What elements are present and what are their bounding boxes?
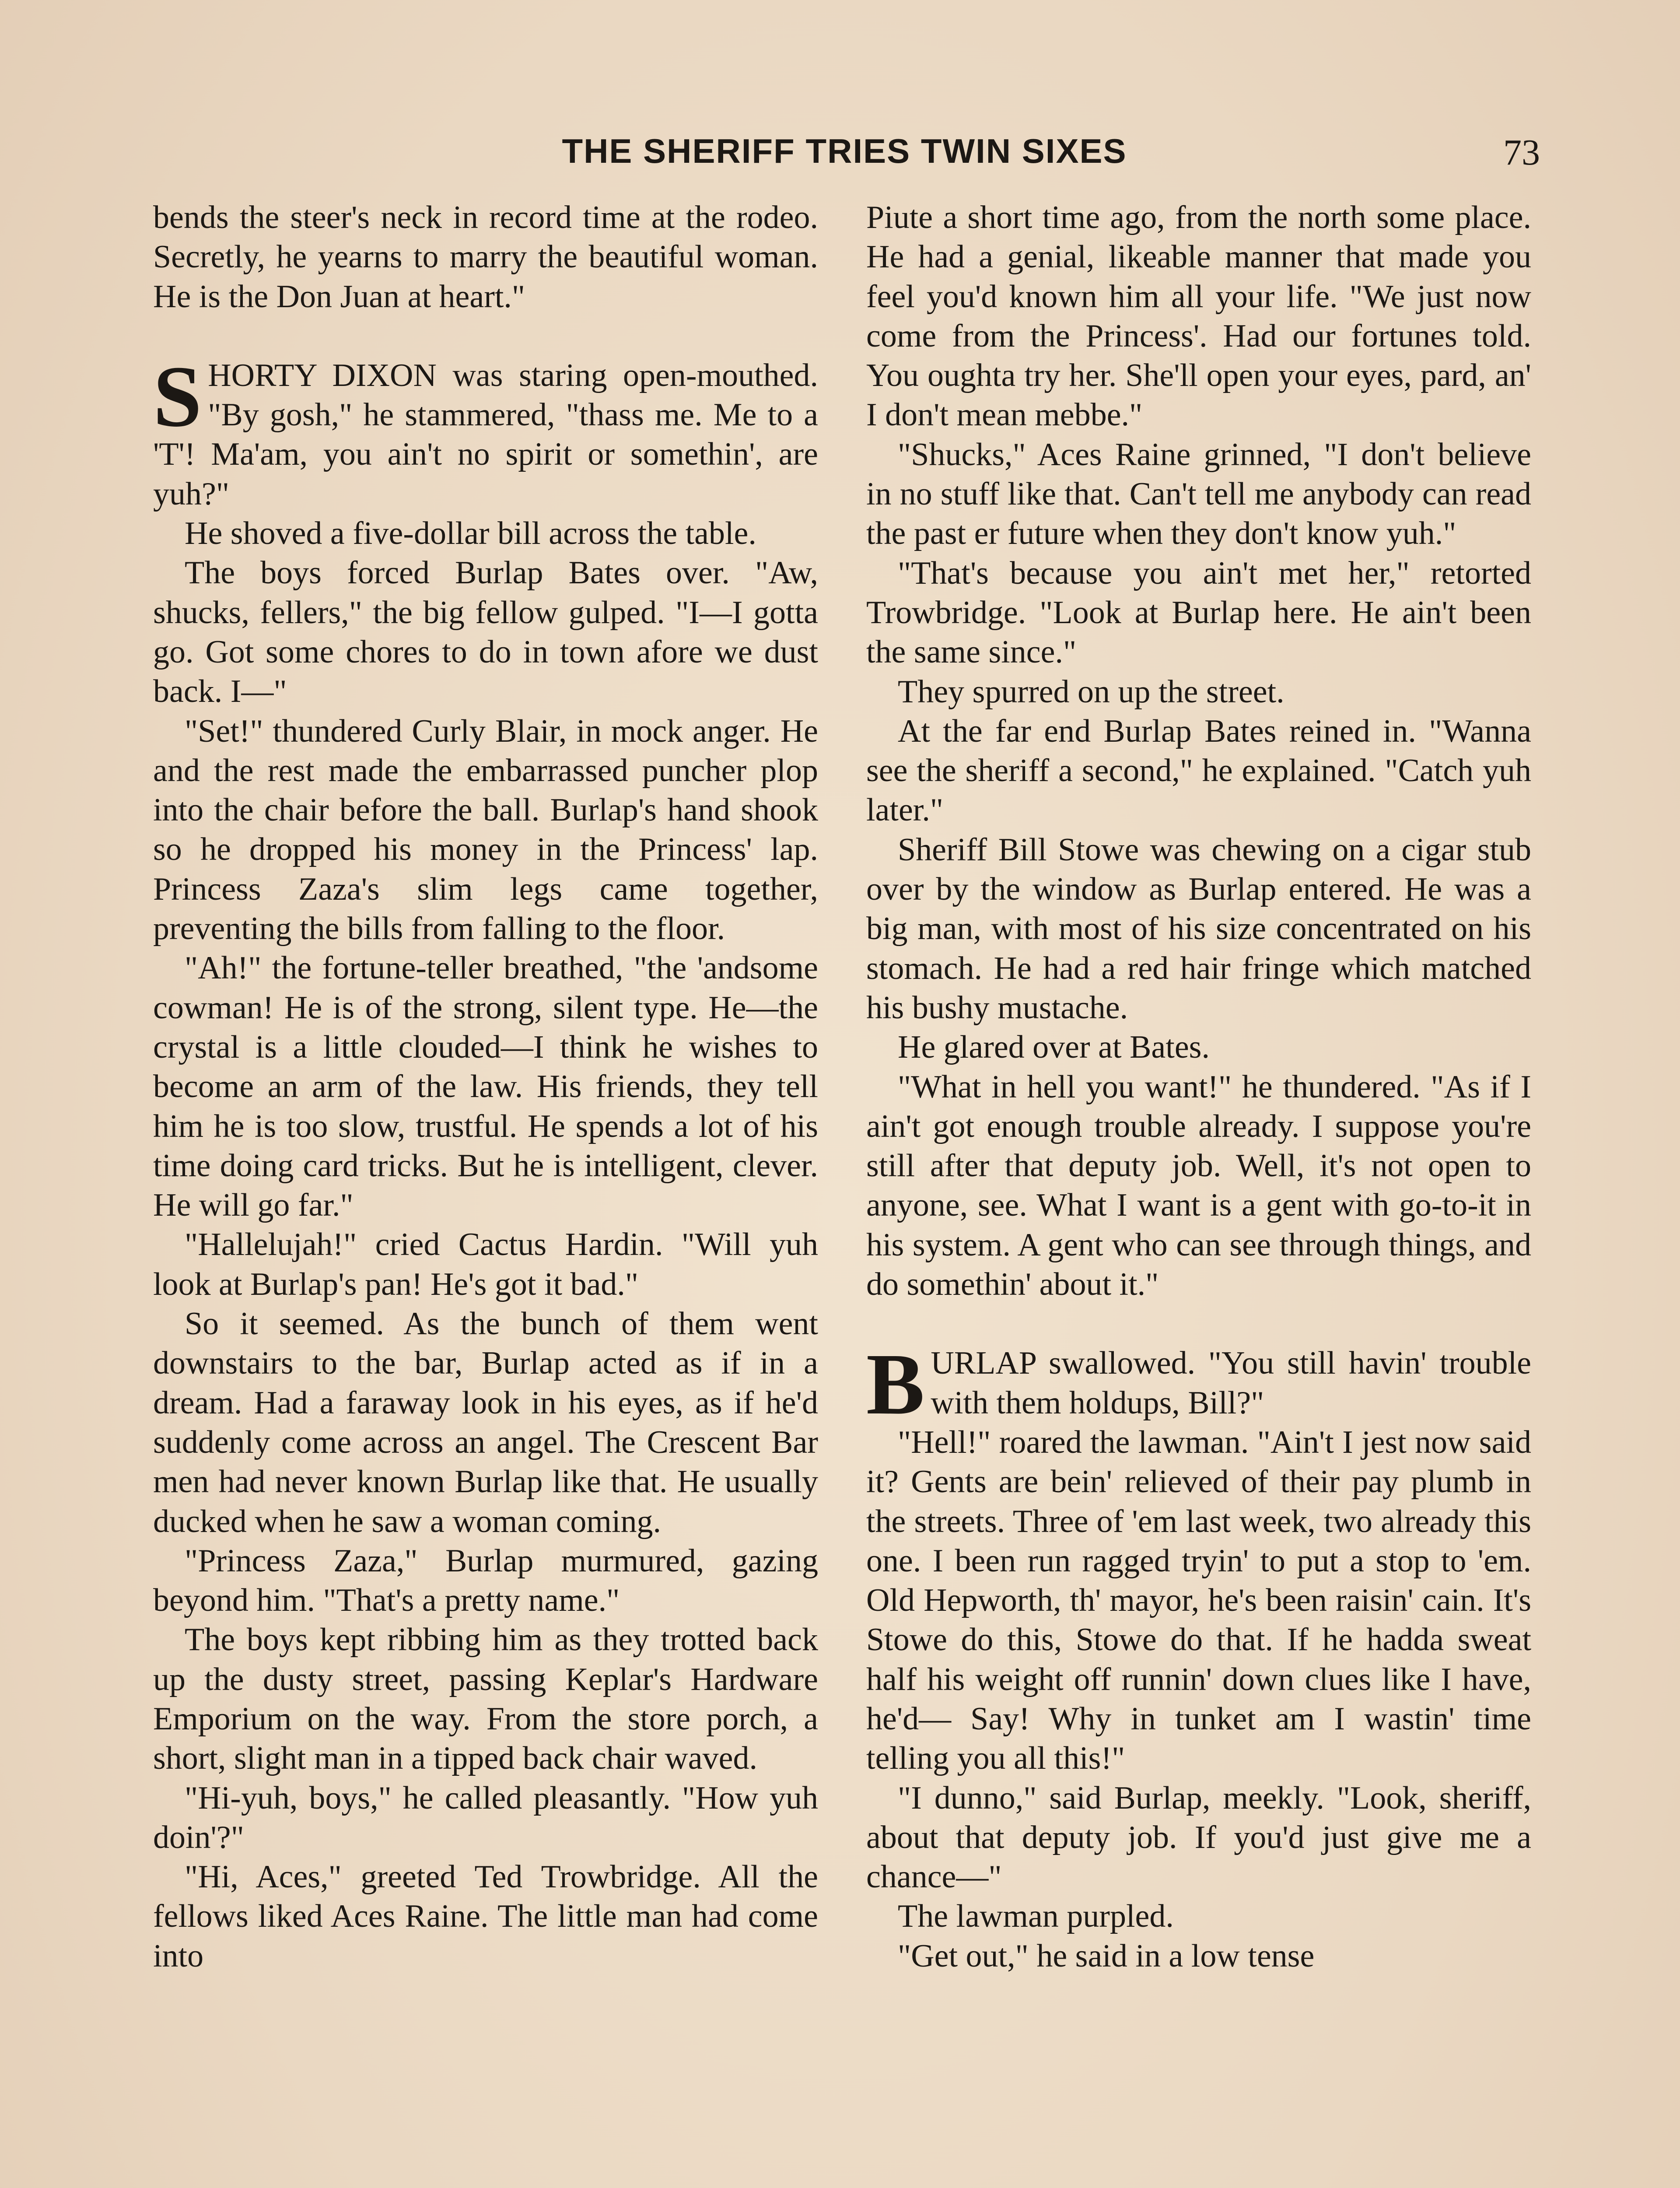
paragraph: "Hi-yuh, boys," he called pleasantly. "How yuh doin'?" [153, 1780, 818, 1855]
paragraph: He glared over at Bates. [898, 1029, 1210, 1066]
page-header [149, 131, 1540, 179]
paragraph: "What in hell you want!" he thundered. "As if I ain't got enough trouble already. I suppose you're still after that deputy job. Well, it's not open to anyone, see. What I want is a gent with go-to-it in his system. A gent who can see through things, and do somethin' about it." [866, 1069, 1531, 1303]
section-paragraph: SHORTY DIXON was staring open-mouthed. "By gosh," he stammered, "thass me. Me to a 'T'! Ma'am, you ain't no spirit or somethin', are yuh?" [153, 348, 818, 512]
paragraph: He shoved a five-dollar bill across the table. [185, 515, 756, 552]
paragraph: Sheriff Bill Stowe was chewing on a cigar stub over by the window as Burlap entered. He was a big man, with most of his size concentrated on his stomach. He had a red hair fringe which matched his bushy mustache. [866, 831, 1531, 1026]
page-number: 73 [1503, 132, 1540, 173]
section-paragraph: BURLAP swallowed. "You still havin' trouble with them holdups, Bill?" [866, 1336, 1531, 1433]
running-title: THE SHERIFF TRIES TWIN SIXES [562, 132, 1127, 170]
paragraph: The boys kept ribbing him as they trotted back up the dusty street, passing Keplar's Hardware Emporium on the way. From the store porch, a short, slight man in a tipped back chair waved. [153, 1622, 818, 1777]
paragraph: So it seemed. As the bunch of them went downstairs to the bar, Burlap acted as if in a dream. Had a faraway look in his eyes, as if he'd suddenly come across an angel. The Crescent Bar men had never known Burlap like that. He usually ducked when he saw a woman coming. [153, 1306, 818, 1539]
right-column [866, 198, 1531, 2188]
paragraph: "I dunno," said Burlap, meekly. "Look, sheriff, about that deputy job. If you'd just give me a chance—" [866, 1780, 1531, 1895]
paragraph: "Ah!" the fortune-teller breathed, "the 'andsome cowman! He is of the strong, silent type. He—the crystal is a little clouded—I think he wishes to become an arm of the law. His friends, they tell him he is too slow, trustful. He spends a lot of his time doing card tricks. But he is intelligent, clever. He will go far." [153, 950, 818, 1224]
paragraph: The lawman purpled. [898, 1898, 1174, 1935]
paragraph: At the far end Burlap Bates reined in. "Wanna see the sheriff a second," he explained. "Catch yuh later." [866, 713, 1531, 828]
paragraph: "Set!" thundered Curly Blair, in mock anger. He and the rest made the embarrassed puncher plop into the chair before the ball. Burlap's hand shook so he dropped his money in the Princess' lap. Princess Zaza's slim legs came together, preventing the bills from falling to the floor. [153, 713, 818, 947]
paragraph: "Shucks," Aces Raine grinned, "I don't believe in no stuff like that. Can't tell me anybody can read the past er future when they don't know yuh." [866, 436, 1531, 552]
paragraph: Piute a short time ago, from the north some place. He had a genial, likeable manner that made you feel you'd known him all your life. "We just now come from the Princess'. Had our fortunes told. You oughta try her. She'll open your eyes, pard, an' I don't mean mebbe." [866, 200, 1531, 433]
paragraph: "Hallelujah!" cried Cactus Hardin. "Will yuh look at Burlap's pan! He's got it bad." [153, 1227, 818, 1302]
paragraph: bends the steer's neck in record time at the rodeo. Secretly, he yearns to marry the beautiful woman. He is the Don Juan at heart." [153, 200, 818, 315]
paragraph: "Get out," he said in a low tense [898, 1938, 1315, 1974]
paragraph: "Princess Zaza," Burlap murmured, gazing beyond him. "That's a pretty name." [153, 1543, 818, 1619]
paragraph: "Hell!" roared the lawman. "Ain't I jest now said it? Gents are bein' relieved of their pay plumb in the streets. Three of 'em last week, two already this one. I been run ragged tryin' to put a stop to 'em. Old Hepworth, th' mayor, he's been raisin' cain. It's Stowe do this, Stowe do that. If he hadda sweat half his weight off runnin' down clues like I have, he'd— Say! Why in tunket am I wastin' time telling you all this!" [866, 1424, 1531, 1777]
paragraph: "Hi, Aces," greeted Ted Trowbridge. All the fellows liked Aces Raine. The little man had come into [153, 1859, 818, 1974]
left-column [153, 198, 818, 2188]
paragraph: "That's because you ain't met her," retorted Trowbridge. "Look at Burlap here. He ain't been the same since." [866, 555, 1531, 670]
paragraph: They spurred on up the street. [898, 673, 1284, 710]
paragraph: The boys forced Burlap Bates over. "Aw, shucks, fellers," the big fellow gulped. "I—I gotta go. Got some chores to do in town afore we dust back. I—" [153, 555, 818, 710]
